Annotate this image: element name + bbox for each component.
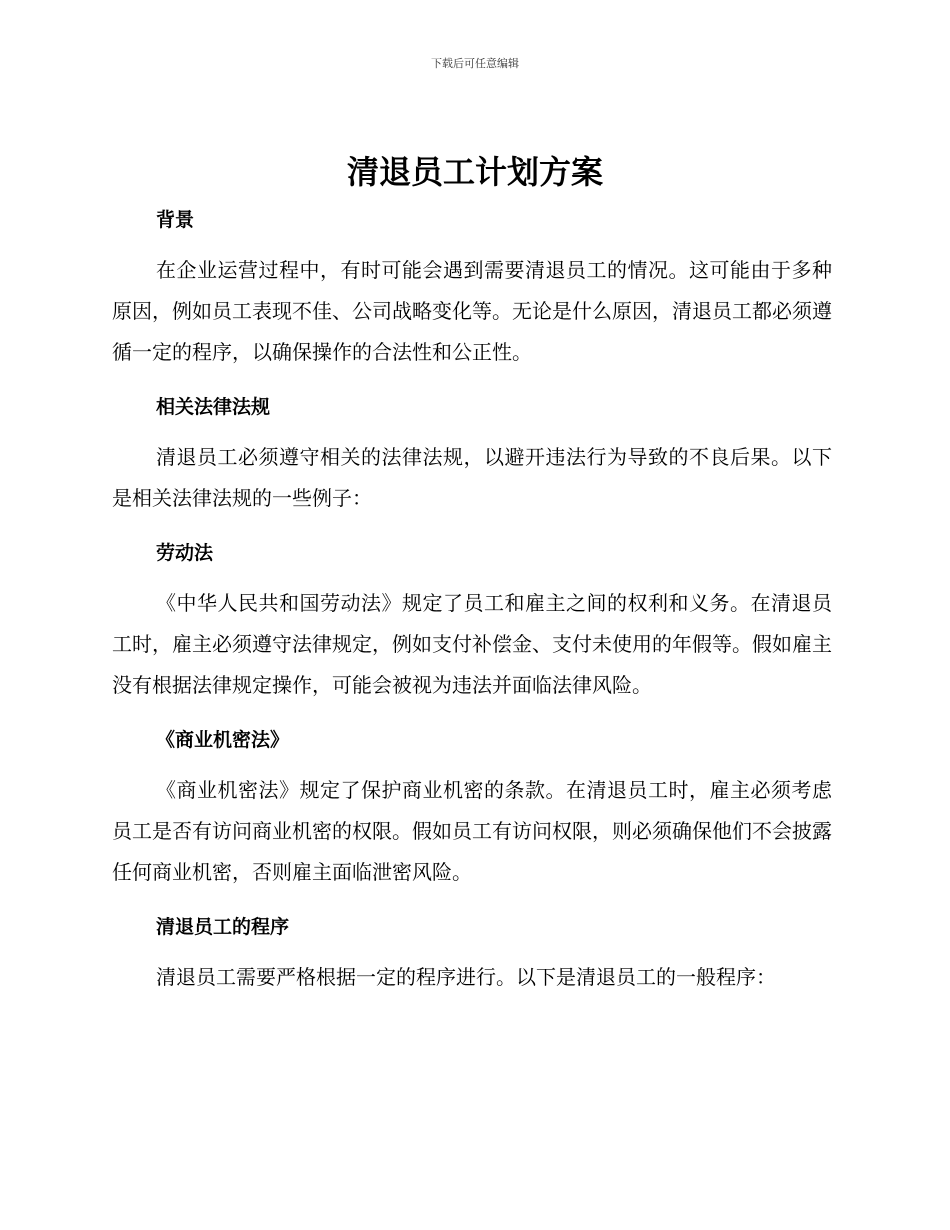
section-paragraph: 清退员工必须遵守相关的法律法规，以避开违法行为导致的不良后果。以下是相关法律法规的一些例子： bbox=[112, 445, 832, 510]
section-background bbox=[112, 198, 832, 385]
section-heading: 清退员工的程序 bbox=[156, 916, 290, 938]
document-body bbox=[112, 198, 832, 998]
header-note: 下载后可任意编辑 bbox=[431, 57, 519, 70]
section-trade-secret-law bbox=[112, 718, 832, 905]
document-title: 清退员工计划方案 bbox=[346, 153, 603, 191]
section-paragraph: 《商业机密法》规定了保护商业机密的条款。在清退员工时，雇主必须考虑员工是否有访问商业机密的权限。假如员工有访问权限，则必须确保他们不会披露任何商业机密，否则雇主面临泄密风险。 bbox=[112, 778, 832, 884]
section-paragraph: 《中华人民共和国劳动法》规定了员工和雇主之间的权利和义务。在清退员工时，雇主必须遵守法律规定，例如支付补偿金、支付未使用的年假等。假如雇主没有根据法律规定操作，可能会被视为违法并面临法律风险。 bbox=[112, 591, 832, 697]
section-heading: 劳动法 bbox=[156, 542, 214, 564]
section-heading: 相关法律法规 bbox=[156, 396, 271, 418]
section-paragraph: 在企业运营过程中，有时可能会遇到需要清退员工的情况。这可能由于多种原因，例如员工表现不佳、公司战略变化等。无论是什么原因，清退员工都必须遵循一定的程序，以确保操作的合法性和公正性。 bbox=[112, 258, 832, 364]
section-procedure bbox=[112, 905, 832, 998]
section-heading: 背景 bbox=[156, 209, 195, 231]
section-labor-law bbox=[112, 531, 832, 718]
section-heading: 《商业机密法》 bbox=[156, 729, 290, 751]
section-laws bbox=[112, 385, 832, 531]
section-paragraph: 清退员工需要严格根据一定的程序进行。以下是清退员工的一般程序： bbox=[156, 965, 776, 989]
